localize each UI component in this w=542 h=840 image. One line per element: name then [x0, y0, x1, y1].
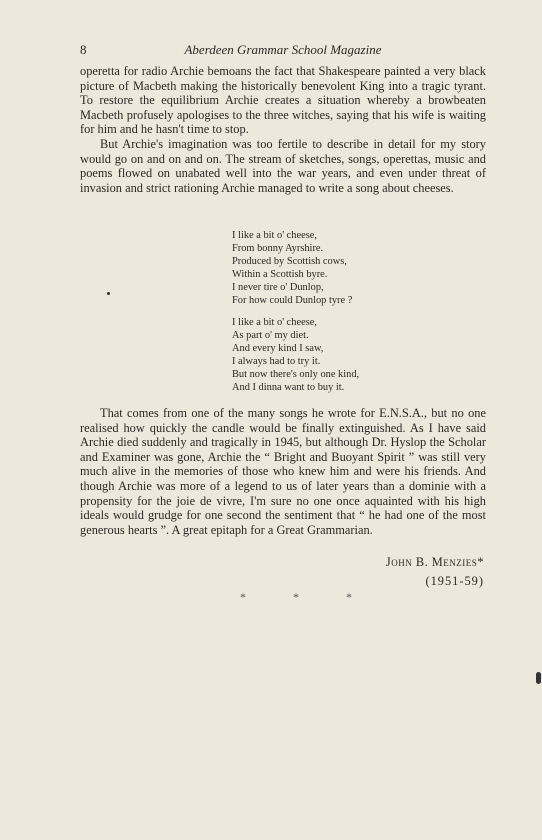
- paragraph-continuation: operetta for radio Archie bemoans the fact that Shakespeare painted a very black picture of Macbeth making the historically benevolent King into a tragic tyrant. To restore the equilibrium Archie creates a situation whereby a browbeaten Macbeth profusely apologises to the three witches, saying that his wife is waiting for him and he hasn't time to stop.: [80, 64, 486, 137]
- section-separator: * * *: [240, 590, 374, 604]
- poem-line: And I dinna want to buy it.: [232, 382, 345, 394]
- poem-line: But now there's only one kind,: [232, 369, 360, 381]
- poem-line: I like a bit o' cheese,: [232, 317, 317, 328]
- article-body-top: [80, 64, 486, 195]
- page-number: 8: [80, 42, 87, 57]
- running-title: Aberdeen Grammar School Magazine: [184, 42, 382, 57]
- page-header: [80, 42, 486, 60]
- poem-line: As part o' my diet.: [232, 330, 309, 342]
- paragraph-imagination: But Archie's imagination was too fertile to describe in detail for my story would go on and on and on. The stream of sketches, songs, operettas, music and poems flowed on unabated well into the war years, and even under threat of invasion and strict rationing Archie managed to write a song about cheeses.: [80, 136, 486, 195]
- poem-line: I never tire o' Dunlop,: [232, 282, 324, 294]
- author-signature: John B. Menzies*: [385, 555, 484, 569]
- article-body-bottom: [80, 406, 486, 537]
- poem-line: For how could Dunlop tyre ?: [232, 295, 353, 307]
- paragraph-ensa: That comes from one of the many songs he wrote for E.N.S.A., but no one realised how quickly the candle would be finally extinguished. As I have said Archie died suddenly and tragically in 1945, but although Dr. Hyslop the Scholar and Examiner was gone, Archie the “ Bright and Buoyant Spirit ” was still very much alive in the memories of those who knew him and were his friends. And though Archie was more of a legend to us of later years than a dominie with a propensity for the joie de vivre, I'm sure no one once aquainted with his high ideals would grudge for one second the sentiment that “ he had one of the most generous hearts ”. A great epitaph for a Great Grammarian.: [80, 406, 486, 537]
- poem-line: And every kind I saw,: [232, 343, 324, 355]
- poem-stanza-1: [232, 229, 352, 308]
- ink-speck: [536, 672, 541, 684]
- author-years: (1951-59): [425, 574, 484, 588]
- poem-stanza-2: [232, 316, 359, 395]
- poem-line: Produced by Scottish cows,: [232, 256, 347, 268]
- poem-line: I always had to try it.: [232, 356, 321, 368]
- poem-line: Within a Scottish byre.: [232, 269, 328, 281]
- poem-line: From bonny Ayrshire.: [232, 243, 324, 255]
- ink-speck: [107, 292, 110, 295]
- poem-line: I like a bit o' cheese,: [232, 230, 317, 241]
